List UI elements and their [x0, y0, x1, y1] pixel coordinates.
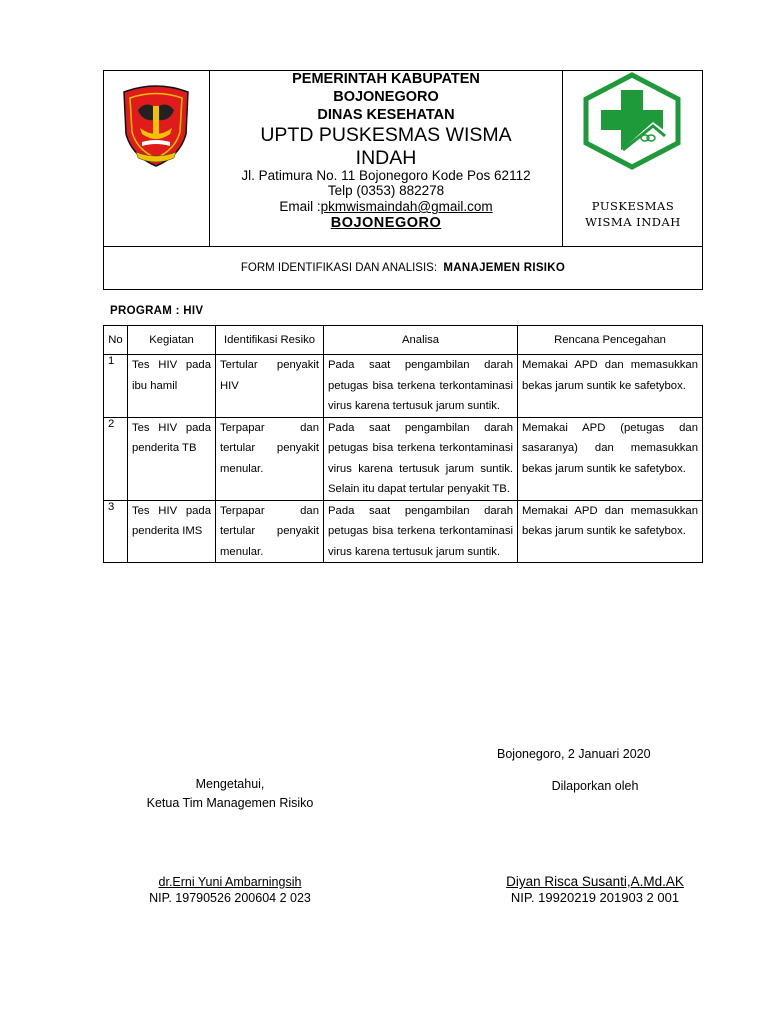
letterhead-divider	[103, 246, 703, 247]
table-row	[104, 417, 703, 500]
place-date: Bojonegoro, 2 Januari 2020	[497, 747, 651, 761]
cell-kegiatan: Tes HIV pada penderita TB	[128, 417, 216, 500]
logo-label: PUSKESMAS	[591, 199, 675, 213]
cell-rencana: Memakai APD dan memasukkan bekas jarum suntik ke safetybox.	[518, 500, 703, 563]
right-signer-title: Dilaporkan oleh	[551, 779, 639, 793]
puskesmas-logo-icon	[581, 72, 683, 170]
city-name: BOJONEGORO	[330, 215, 442, 231]
address-text: Jl. Patimura No. 11 Bojonegoro Kode Pos 62112	[241, 168, 531, 183]
institution-line: DINAS KESEHATAN	[317, 107, 455, 123]
column-header-identifikasi: Identifikasi Resiko	[216, 326, 324, 355]
form-title-bold: MANAJEMEN RISIKO	[443, 262, 566, 274]
email-line	[210, 199, 562, 215]
program-label: PROGRAM : HIV	[110, 305, 204, 317]
risk-table	[103, 325, 703, 563]
cell-identifikasi: Terpapar dan tertular penyakit menular.	[216, 417, 324, 500]
cell-no: 3	[104, 500, 128, 563]
email-label: Email :	[279, 199, 321, 214]
cell-identifikasi: Tertular penyakit HIV	[216, 355, 324, 418]
table-row	[104, 355, 703, 418]
cell-analisa: Pada saat pengambilan darah petugas bisa terkena terkontaminasi virus karena tertusuk jarum suntik. Selain itu dapat tertular penyakit TB.	[324, 417, 518, 500]
column-header-analisa: Analisa	[324, 326, 518, 355]
left-signer-role: Ketua Tim Managemen Risiko	[146, 796, 314, 810]
phone-text: Telp (0353) 882278	[327, 183, 445, 198]
left-signer-name: dr.Erni Yuni Ambarningsih	[158, 875, 302, 889]
table-row	[104, 500, 703, 563]
form-title	[103, 262, 703, 274]
logo-label: WISMA INDAH	[585, 215, 681, 229]
cell-no: 1	[104, 355, 128, 418]
form-title-prefix: FORM IDENTIFIKASI DAN ANALISIS:	[240, 262, 438, 274]
cell-no: 2	[104, 417, 128, 500]
column-header-rencana: Rencana Pencegahan	[518, 326, 703, 355]
left-signer-nip: NIP. 19790526 200604 2 023	[149, 891, 311, 905]
column-header-no: No	[104, 326, 128, 355]
institution-line: BOJONEGORO	[333, 89, 439, 105]
email-link[interactable]: pkmwismaindah@gmail.com	[320, 199, 493, 214]
institution-line: PEMERINTAH KABUPATEN	[292, 71, 480, 87]
cell-analisa: Pada saat pengambilan darah petugas bisa terkena terkontaminasi virus karena tertusuk jarum suntik.	[324, 355, 518, 418]
cell-rencana: Memakai APD dan memasukkan bekas jarum suntik ke safetybox.	[518, 355, 703, 418]
left-signer-title: Mengetahui,	[195, 777, 265, 791]
right-signer-name: Diyan Risca Susanti,A.Md.AK	[506, 874, 684, 889]
puskesmas-name: INDAH	[355, 147, 417, 169]
cell-rencana: Memakai APD (petugas dan sasaranya) dan memasukkan bekas jarum suntik ke safetybox.	[518, 417, 703, 500]
bojonegoro-emblem-icon	[116, 82, 196, 172]
cell-kegiatan: Tes HIV pada penderita IMS	[128, 500, 216, 563]
column-header-kegiatan: Kegiatan	[128, 326, 216, 355]
cell-kegiatan: Tes HIV pada ibu hamil	[128, 355, 216, 418]
cell-identifikasi: Terpapar dan tertular penyakit menular.	[216, 500, 324, 563]
cell-analisa: Pada saat pengambilan darah petugas bisa terkena terkontaminasi virus karena tertusuk jarum suntik.	[324, 500, 518, 563]
table-header-row	[104, 326, 703, 355]
right-signer-nip: NIP. 19920219 201903 2 001	[510, 890, 680, 905]
puskesmas-name: UPTD PUSKESMAS WISMA	[260, 124, 512, 146]
